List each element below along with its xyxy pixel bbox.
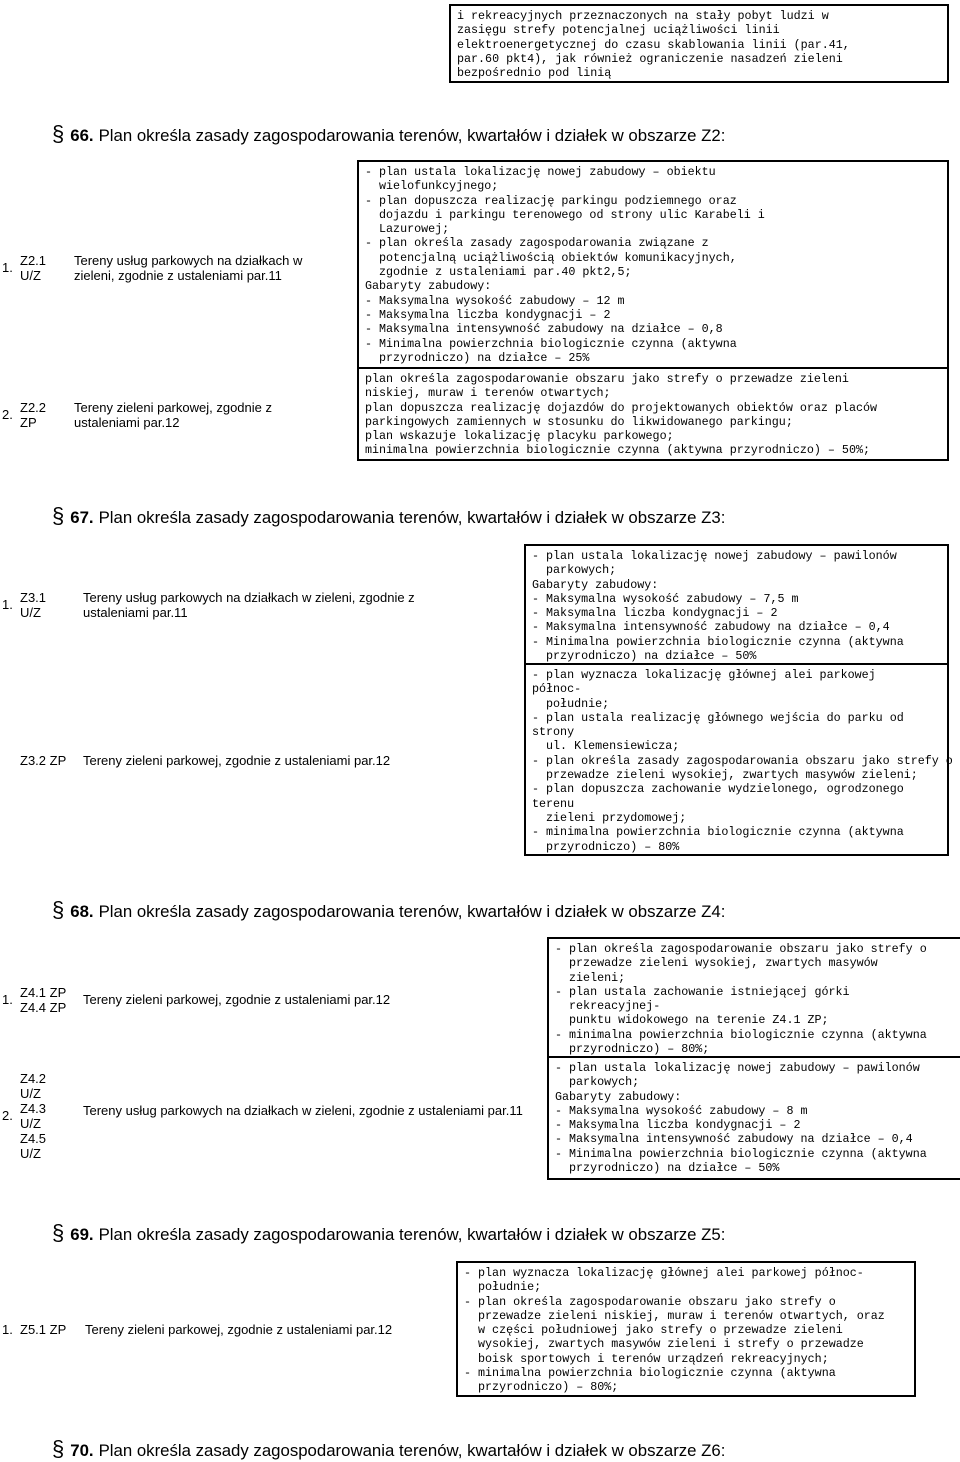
row-code: [20, 985, 66, 1015]
zone-code: Z4.5: [20, 1131, 47, 1146]
rule-line: dojazdu i parkingu terenowego od strony ulic Karabeli i: [365, 207, 765, 222]
rule-line: - plan dopuszcza zachowanie wydzielonego, ogrodzonego: [532, 782, 904, 797]
row-code: [20, 1071, 46, 1161]
rule-line: przyrodniczo) – 80%;: [555, 1042, 710, 1057]
rule-line: Gabaryty zabudowy:: [365, 279, 492, 294]
section-symbol: §: [52, 1220, 65, 1245]
row-number: 1.: [2, 992, 13, 1007]
zone-code: Z4.4 ZP: [20, 1000, 67, 1015]
section-title: Plan określa zasady zagospodarowania terenów, kwartałów i działek w obszarze Z2:: [98, 126, 726, 145]
zone-code: Z2.2: [20, 400, 47, 415]
row-description: Tereny zieleni parkowej, zgodnie z ustaleniami par.12: [83, 992, 391, 1007]
rule-line: zgodnie z ustaleniami par.40 pkt2,5;: [365, 265, 632, 280]
rule-line: minimalna powierzchnia biologicznie czynna (aktywna przyrodniczo) – 50%;: [365, 443, 870, 458]
rule-line: - Minimalna powierzchnia biologicznie czynna (aktywna: [555, 1146, 927, 1161]
rule-line: - plan ustala lokalizację nowej zabudowy – obiektu: [365, 165, 716, 179]
rule-line: w części południowej jako strefy o przewadze zieleni: [464, 1323, 843, 1338]
row-description: Tereny usług parkowych na działkach w zieleni, zgodnie z ustaleniami par.11: [83, 1103, 523, 1118]
section-heading-70: [52, 1436, 725, 1462]
section-heading-66: [52, 121, 725, 147]
rule-line: przewadze zieleni wysokiej, zwartych masywów: [555, 956, 878, 971]
rule-line: - plan ustala lokalizację nowej zabudowy – pawilonów: [532, 549, 897, 563]
rule-line: - plan wyznacza lokalizację głównej alei parkowej: [532, 668, 876, 682]
rule-line: - plan określa zagospodarowanie obszaru jako strefy o: [555, 942, 927, 956]
section-number: 70.: [70, 1441, 94, 1460]
rule-line: plan określa zagospodarowanie obszaru jako strefy o przewadze zieleni: [365, 372, 849, 386]
zone-type: U/Z: [20, 605, 41, 620]
text-line: i rekreacyjnych przeznaczonych na stały pobyt ludzi w: [457, 9, 829, 23]
text-line: elektroenergetycznej do czasu skablowania linii (par.41,: [457, 37, 850, 52]
rule-line: potencjalną uciążliwością obiektów komunikacyjnych,: [365, 250, 737, 265]
rule-line: zieleni przydomowej;: [532, 810, 687, 825]
row-description: Tereny usług parkowych na działkach w zieleni, zgodnie z ustaleniami par.11: [83, 590, 415, 620]
zone-type: U/Z: [20, 1086, 41, 1101]
rule-line: - Maksymalna liczba kondygnacji – 2: [365, 307, 611, 322]
rule-line: - Maksymalna wysokość zabudowy – 12 m: [365, 293, 625, 308]
zone-code: Z4.2: [20, 1071, 47, 1086]
section-number: 68.: [70, 902, 94, 921]
rules-box: [547, 1058, 960, 1180]
zone-code: Z4.1 ZP: [20, 985, 67, 1000]
rule-line: - plan ustala lokalizację nowej zabudowy – pawilonów: [555, 1061, 920, 1075]
rule-line: przewadze zieleni niskiej, muraw i terenów otwartych, oraz: [464, 1308, 885, 1323]
rule-line: wielofunkcyjnego;: [365, 179, 499, 194]
text-line: par.60 pkt4), jak również ograniczenie nasadzeń zieleni: [457, 51, 843, 66]
row-number: 1.: [2, 1322, 13, 1337]
rule-line: - minimalna powierzchnia biologicznie czynna (aktywna: [464, 1366, 836, 1381]
continuation-text-box: [449, 4, 949, 83]
section-number: 67.: [70, 508, 94, 527]
rule-line: - plan określa zagospodarowanie obszaru jako strefy o: [464, 1294, 836, 1309]
rule-line: - Minimalna powierzchnia biologicznie czynna (aktywna: [365, 336, 737, 351]
rule-line: przyrodniczo) – 80%;: [464, 1380, 619, 1395]
row-code: [20, 253, 46, 283]
section-heading-68: [52, 897, 725, 923]
rule-line: - plan wyznacza lokalizację głównej alei parkowej północ-: [464, 1266, 864, 1280]
rule-line: zieleni;: [555, 970, 626, 985]
rules-box: [524, 665, 953, 856]
zone-code: Z3.2 ZP: [20, 753, 67, 768]
rule-line: przyrodniczo) na działce – 50%: [532, 649, 757, 664]
rule-line: - Maksymalna liczba kondygnacji – 2: [532, 606, 778, 621]
row-number: 2.: [2, 1108, 13, 1123]
rule-line: południe;: [464, 1280, 542, 1295]
zone-type: U/Z: [20, 268, 41, 283]
rule-line: parkingowych zamiennych w stosunku do likwidowanego parkingu;: [365, 414, 793, 429]
section-number: 66.: [70, 126, 94, 145]
rules-box: [357, 160, 949, 369]
rule-line: plan dopuszcza realizację dojazdów do projektowanych obiektów oraz placów: [365, 400, 877, 415]
rule-line: - Maksymalna intensywność zabudowy na działce – 0,4: [532, 620, 890, 635]
rule-line: parkowych;: [532, 563, 617, 578]
rule-line: przyrodniczo) na działce – 50%: [555, 1161, 780, 1176]
section-heading-67: [52, 503, 725, 529]
section-symbol: §: [52, 503, 65, 528]
rule-line: niskiej, muraw i terenów otwartych;: [365, 386, 611, 401]
rule-line: - Maksymalna wysokość zabudowy – 7,5 m: [532, 591, 799, 606]
row-description: Tereny zieleni parkowej, zgodnie z ustaleniami par.12: [74, 400, 272, 430]
zone-type: ZP: [20, 415, 37, 430]
rules-box: [456, 1261, 916, 1397]
zone-type: U/Z: [20, 1146, 41, 1161]
section-symbol: §: [52, 897, 65, 922]
section-symbol: §: [52, 121, 65, 146]
rule-line: ul. Klemensiewicza;: [532, 739, 680, 754]
rule-line: południe;: [532, 696, 610, 711]
row-description: Tereny usług parkowych na działkach w zieleni, zgodnie z ustaleniami par.11: [74, 253, 303, 283]
rule-line: północ-: [532, 682, 582, 697]
zone-code: Z3.1: [20, 590, 47, 605]
rule-line: - plan określa zasady zagospodarowania związane z: [365, 236, 709, 251]
rule-line: Lazurowej;: [365, 222, 450, 237]
rule-line: przyrodniczo) na działce – 25%: [365, 350, 590, 365]
section-symbol: §: [52, 1436, 65, 1461]
section-number: 69.: [70, 1225, 94, 1244]
rule-line: strony: [532, 725, 575, 740]
section-title: Plan określa zasady zagospodarowania terenów, kwartałów i działek w obszarze Z4:: [98, 902, 726, 921]
section-title: Plan określa zasady zagospodarowania terenów, kwartałów i działek w obszarze Z3:: [98, 508, 726, 527]
row-code: [20, 590, 46, 620]
row-number: 1.: [2, 597, 13, 612]
rule-line: - Maksymalna wysokość zabudowy – 8 m: [555, 1103, 808, 1118]
rule-line: terenu: [532, 796, 575, 811]
section-title: Plan określa zasady zagospodarowania terenów, kwartałów i działek w obszarze Z6:: [98, 1441, 726, 1460]
rule-line: boisk sportowych i terenów urządzeń rekreacyjnych;: [464, 1351, 829, 1366]
rule-line: - minimalna powierzchnia biologicznie czynna (aktywna: [532, 825, 904, 840]
rule-line: punktu widokowego na terenie Z4.1 ZP;: [555, 1013, 829, 1028]
rule-line: wysokiej, zwartych masywów zieleni i strefy o przewadze: [464, 1337, 864, 1352]
text-line: zasięgu strefy potencjalnej uciążliwości linii: [457, 23, 780, 38]
rules-box: [357, 369, 949, 461]
rule-line: Gabaryty zabudowy:: [555, 1089, 682, 1104]
rule-line: Gabaryty zabudowy:: [532, 577, 659, 592]
row-code: [20, 753, 66, 768]
rule-line: - Maksymalna liczba kondygnacji – 2: [555, 1118, 801, 1133]
rule-line: - Maksymalna intensywność zabudowy na działce – 0,8: [365, 322, 723, 337]
rule-line: plan wskazuje lokalizację placyku parkowego;: [365, 429, 674, 444]
zone-code: Z4.3: [20, 1101, 47, 1116]
text-line: bezpośrednio pod linią: [457, 66, 612, 81]
section-title: Plan określa zasady zagospodarowania terenów, kwartałów i działek w obszarze Z5:: [98, 1225, 726, 1244]
rules-box: [547, 937, 960, 1058]
rule-line: - plan ustala zachowanie istniejącej górki: [555, 984, 850, 999]
rule-line: - plan dopuszcza realizację parkingu podziemnego oraz: [365, 193, 737, 208]
row-code: [20, 400, 46, 430]
row-code: [20, 1322, 66, 1337]
zone-code: Z2.1: [20, 253, 47, 268]
rules-box: [524, 544, 949, 665]
rule-line: rekreacyjnej-: [555, 999, 661, 1014]
rule-line: - plan ustala realizację głównego wejścia do parku od: [532, 710, 904, 725]
rule-line: - plan określa zasady zagospodarowania obszaru jako strefy o: [532, 753, 953, 768]
rule-line: - Minimalna powierzchnia biologicznie czynna (aktywna: [532, 634, 904, 649]
rule-line: - Maksymalna intensywność zabudowy na działce – 0,4: [555, 1132, 913, 1147]
rule-line: przewadze zieleni wysokiej, zwartych masywów zieleni;: [532, 768, 918, 783]
zone-code: Z5.1 ZP: [20, 1322, 67, 1337]
row-description: Tereny zieleni parkowej, zgodnie z ustaleniami par.12: [83, 753, 391, 768]
rule-line: przyrodniczo) – 80%: [532, 839, 680, 854]
row-number: 2.: [2, 407, 13, 422]
row-description: Tereny zieleni parkowej, zgodnie z ustaleniami par.12: [85, 1322, 393, 1337]
rule-line: parkowych;: [555, 1075, 640, 1090]
zone-type: U/Z: [20, 1116, 41, 1131]
section-heading-69: [52, 1220, 725, 1246]
rule-line: - minimalna powierzchnia biologicznie czynna (aktywna: [555, 1027, 927, 1042]
row-number: 1.: [2, 260, 13, 275]
